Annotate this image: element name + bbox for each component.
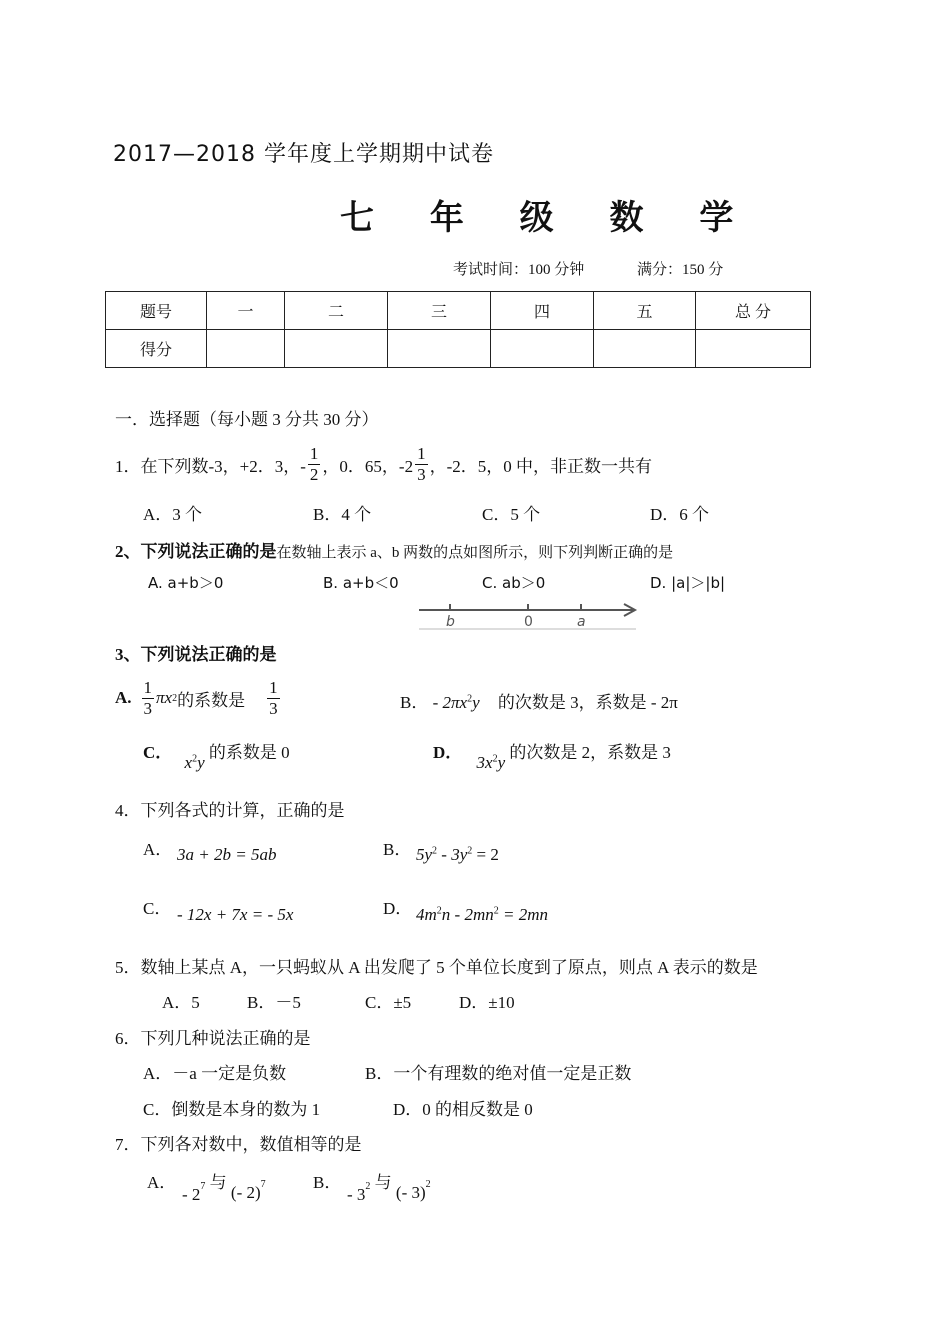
q2-option-a: A. a+b＞0 (148, 574, 224, 592)
table-cell: 题号 (106, 292, 207, 330)
axis-label-0: 0 (524, 614, 533, 630)
q3-stem: 3、下列说法正确的是 (115, 645, 277, 664)
conjunction: 与 (374, 1173, 392, 1192)
section-title: 一．选择题（每小题 3 分共 30 分） (115, 410, 379, 429)
q2-option-c: C. ab＞0 (482, 574, 546, 592)
score-cell[interactable] (491, 330, 594, 368)
option-label: B． (400, 693, 429, 712)
option-label: B． (313, 1173, 342, 1192)
q5-option-a: A．5 (162, 993, 200, 1012)
denominator: 2 (309, 464, 319, 484)
fraction (142, 678, 155, 718)
q6-option-b: B．一个有理数的绝对值一定是正数 (365, 1064, 632, 1083)
score-cell[interactable] (207, 330, 285, 368)
question-1 (115, 440, 652, 488)
fraction (415, 444, 428, 484)
score-cell[interactable] (388, 330, 491, 368)
table-cell: 总 分 (696, 292, 811, 330)
table-cell: 二 (285, 292, 388, 330)
expr: n - 2mn (441, 905, 494, 924)
q1-option-c: C．5 个 (482, 505, 541, 524)
exponent: 2 (192, 753, 198, 765)
expr: 5y (416, 845, 433, 864)
numerator: 1 (417, 443, 426, 463)
q1-option-d: D．6 个 (650, 505, 710, 524)
exponent: 2 (432, 845, 438, 857)
exponent: 7 (200, 1181, 206, 1193)
q3-option-b (400, 688, 678, 713)
q3-c-text: 的系数是 0 (208, 743, 290, 762)
q5-option-b: B．－5 (247, 993, 301, 1012)
exponent: 2 (365, 1181, 371, 1193)
option-label: C． (143, 743, 173, 762)
exponent: 2 (172, 692, 178, 704)
q5-option-c: C．±5 (365, 993, 412, 1012)
exponent: 2 (492, 753, 498, 765)
q6-option-d: D．0 的相反数是 0 (393, 1100, 533, 1119)
q6-option-c: C．倒数是本身的数为 1 (143, 1100, 321, 1119)
q5-option-d: D．±10 (459, 993, 515, 1012)
q1-option-b: B．4 个 (313, 505, 372, 524)
subject-title: 七 年 级 数 学 (340, 198, 756, 238)
q7-option-b (347, 1168, 431, 1204)
expr: = 2 (472, 845, 499, 864)
option-label: A． (143, 840, 173, 859)
q1-prefix: 1．在下列数-3，+2．3，- (115, 456, 306, 476)
option-label: D． (383, 899, 413, 918)
exponent: 2 (436, 905, 442, 917)
q1-suffix: ，-2．5，0 中，非正数一共有 (429, 456, 653, 476)
full-score: 满分：150 分 (637, 262, 724, 278)
expr: - 2πx (432, 693, 468, 712)
exam-time: 考试时间：100 分钟 (453, 262, 585, 278)
q3-option-d (433, 738, 671, 772)
q2-stem: 2、下列说法正确的是 (115, 542, 277, 561)
table-cell: 三 (388, 292, 491, 330)
expr: 3x (476, 753, 493, 772)
denominator: 3 (417, 464, 426, 484)
numerator: 1 (143, 677, 153, 697)
exponent: 2 (493, 905, 499, 917)
q3-option-a (115, 673, 282, 723)
q3-d-text: 的次数是 2，系数是 3 (509, 743, 671, 762)
exponent: 7 (260, 1179, 266, 1191)
table-cell: 一 (207, 292, 285, 330)
expr: y (497, 753, 506, 772)
q4-stem: 4．下列各式的计算，正确的是 (115, 801, 345, 820)
q7-stem: 7．下列各对数中，数值相等的是 (115, 1135, 362, 1154)
expr: x (184, 753, 193, 772)
numerator: 1 (309, 443, 319, 463)
exponent: 2 (425, 1179, 431, 1191)
q4-option-b (416, 845, 499, 865)
fraction (308, 444, 321, 484)
table-cell: 四 (491, 292, 594, 330)
q2-option-d: D. |a|＞|b| (650, 574, 726, 592)
expr: (- 3) (395, 1183, 426, 1202)
q1-mid: ，0．65，-2 (322, 456, 414, 476)
exponent: 2 (467, 693, 473, 705)
exam-title: 2017—2018 学年度上学期期中试卷 (113, 142, 494, 167)
option-label: D． (433, 743, 463, 762)
expr: - 2 (182, 1185, 201, 1204)
score-cell[interactable] (696, 330, 811, 368)
expr: = 2mn (498, 905, 548, 924)
q2-stem-rest: 在数轴上表示 a、b 两数的点如图所示，则下列判断正确的是 (276, 545, 674, 561)
question-2 (115, 537, 673, 562)
expr: - 3y (437, 845, 468, 864)
q4-option-c: - 12x + 7x = - 5x (177, 905, 294, 924)
table-cell: 得分 (106, 330, 207, 368)
denominator: 3 (143, 698, 153, 718)
table-row (106, 330, 811, 368)
axis-label-a: a (577, 614, 586, 630)
option-label: A. (115, 688, 132, 707)
table-cell: 五 (594, 292, 696, 330)
score-table (105, 291, 811, 368)
expr: (- 2) (230, 1183, 261, 1202)
expr: πx (156, 688, 173, 707)
expr: y (472, 693, 480, 712)
q1-option-a: A．3 个 (143, 505, 203, 524)
score-cell[interactable] (594, 330, 696, 368)
numerator: 1 (269, 677, 278, 697)
q7-option-a (182, 1168, 266, 1204)
option-label: A． (147, 1173, 177, 1192)
denominator: 3 (269, 698, 278, 718)
table-row (106, 292, 811, 330)
q3-option-c (143, 738, 290, 772)
option-label: C． (143, 899, 172, 918)
score-cell[interactable] (285, 330, 388, 368)
q6-stem: 6．下列几种说法正确的是 (115, 1029, 311, 1048)
conjunction: 与 (209, 1173, 227, 1192)
exponent: 2 (467, 845, 473, 857)
expr: 4m (416, 905, 437, 924)
option-label: B． (383, 840, 412, 859)
q5-stem: 5．数轴上某点 A，一只蚂蚁从 A 出发爬了 5 个单位长度到了原点，则点 A 表示的数是 (115, 958, 758, 977)
q4-option-d (416, 905, 548, 925)
q3-a-text: 的系数是 (177, 690, 246, 710)
number-line (416, 600, 641, 632)
axis-label-b: b (446, 614, 455, 630)
expr: - 3 (347, 1185, 366, 1204)
expr: y (197, 753, 205, 772)
q6-option-a: A．－a 一定是负数 (143, 1064, 287, 1083)
q2-option-b: B. a+b＜0 (323, 574, 399, 592)
q3-b-text: 的次数是 3，系数是 - 2π (497, 693, 678, 712)
fraction (267, 678, 280, 718)
q4-option-a: 3a + 2b = 5ab (177, 845, 277, 864)
